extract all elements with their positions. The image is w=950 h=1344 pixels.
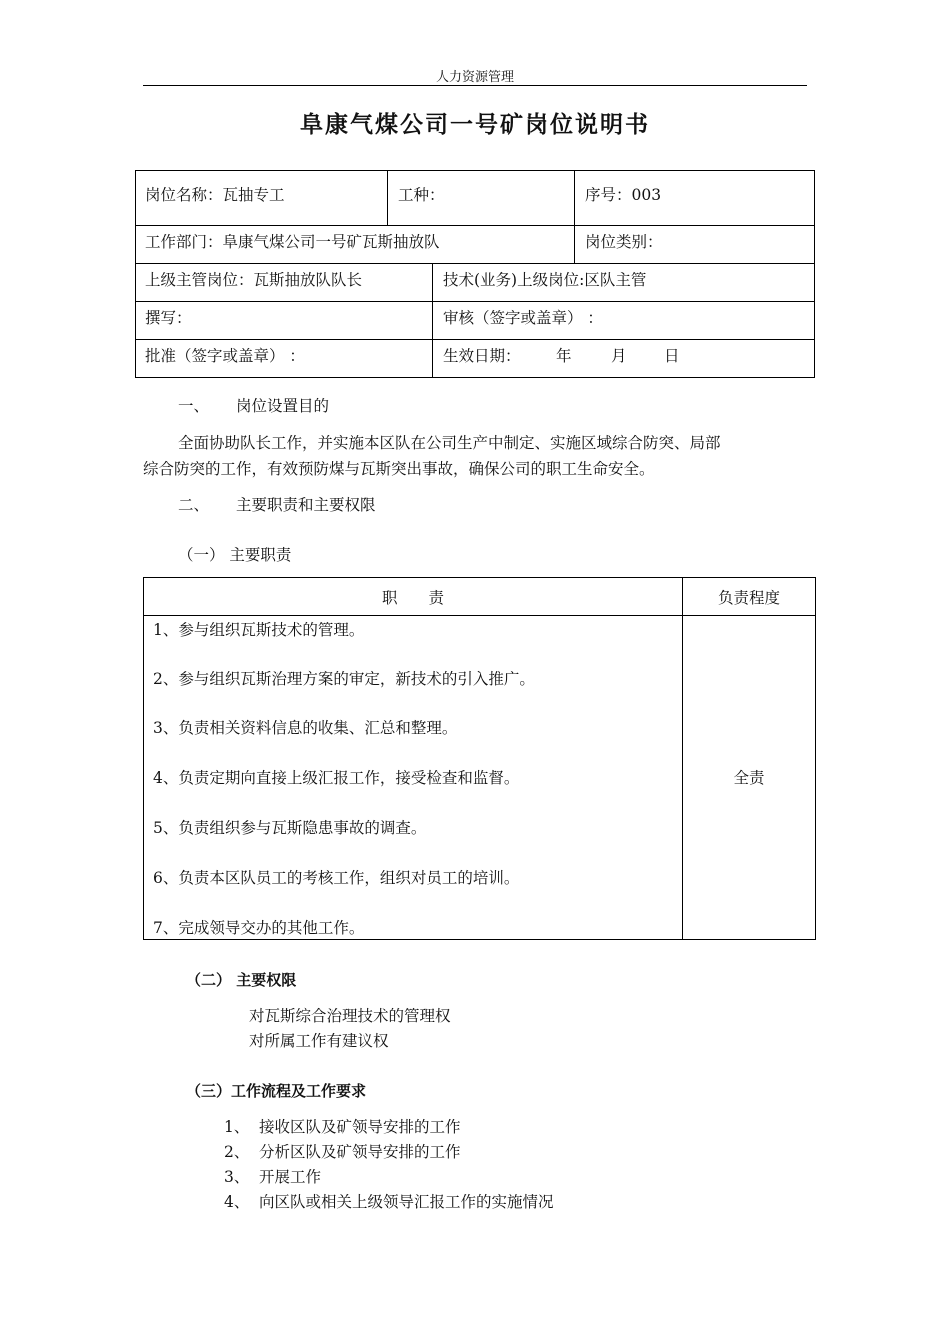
table-rule <box>136 339 814 340</box>
duty-item: 2、参与组织瓦斯治理方案的审定，新技术的引入推广。 <box>153 670 535 688</box>
purpose-paragraph-line: 全面协助队长工作，并实施本区队在公司生产中制定、实施区域综合防突、局部 <box>178 434 721 452</box>
workflow-item-number: 3、 <box>224 1168 250 1186</box>
section-heading: 岗位设置目的 <box>236 397 330 415</box>
table-rule <box>136 225 814 226</box>
duties-table <box>143 577 816 940</box>
duty-item: 6、负责本区队员工的考核工作，组织对员工的培训。 <box>153 869 520 887</box>
subsection-heading: （一） 主要职责 <box>178 546 292 564</box>
table-rule <box>136 301 814 302</box>
position-info-table <box>135 170 815 378</box>
duty-item: 3、负责相关资料信息的收集、汇总和整理。 <box>153 719 458 737</box>
column-header-degree: 负责程度 <box>717 589 780 607</box>
section-number: 二、 <box>178 496 210 514</box>
author-field: 撰写： <box>145 309 192 327</box>
workflow-item: 分析区队及矿领导安排的工作 <box>259 1143 461 1161</box>
workflow-item: 向区队或相关上级领导汇报工作的实施情况 <box>259 1193 554 1211</box>
page-header: 人力资源管理 <box>435 70 514 85</box>
position-name: 岗位名称：瓦抽专工 <box>145 186 285 204</box>
effective-date-label: 生效日期： <box>443 347 521 365</box>
effective-month: 月 <box>611 347 627 365</box>
reviewer-field: 审核（签字或盖章） ： <box>443 309 603 327</box>
authority-item: 对所属工作有建议权 <box>249 1032 389 1050</box>
subsection-heading: （三）工作流程及工作要求 <box>186 1082 367 1100</box>
column-header-duty: 职 责 <box>381 589 444 607</box>
table-rule <box>432 263 433 377</box>
responsibility-degree: 全责 <box>733 769 765 787</box>
effective-year: 年 <box>556 347 572 365</box>
authority-item: 对瓦斯综合治理技术的管理权 <box>249 1007 451 1025</box>
document-title: 阜康气煤公司一号矿岗位说明书 <box>300 111 650 138</box>
purpose-paragraph-line: 综合防突的工作，有效预防煤与瓦斯突出事故，确保公司的职工生命安全。 <box>143 460 655 478</box>
table-rule <box>136 263 814 264</box>
duty-item: 5、负责组织参与瓦斯隐患事故的调查。 <box>153 819 427 837</box>
supervisor-position: 上级主管岗位：瓦斯抽放队队长 <box>145 271 363 289</box>
table-rule <box>682 578 683 939</box>
section-heading: 主要职责和主要权限 <box>236 496 376 514</box>
table-rule <box>144 615 815 616</box>
serial-number: 序号：003 <box>585 186 662 204</box>
subsection-heading: （二） 主要权限 <box>186 971 297 989</box>
table-rule <box>387 171 388 225</box>
workflow-item: 开展工作 <box>259 1168 322 1186</box>
workflow-item: 接收区队及矿领导安排的工作 <box>259 1118 461 1136</box>
position-category: 岗位类别： <box>585 233 663 251</box>
section-number: 一、 <box>178 397 210 415</box>
department: 工作部门：阜康气煤公司一号矿瓦斯抽放队 <box>145 233 440 251</box>
duty-item: 4、负责定期向直接上级汇报工作，接受检查和监督。 <box>153 769 520 787</box>
workflow-item-number: 1、 <box>224 1118 250 1136</box>
job-type: 工种： <box>398 186 445 204</box>
duty-item: 1、参与组织瓦斯技术的管理。 <box>153 621 365 639</box>
workflow-item-number: 2、 <box>224 1143 250 1161</box>
approver-field: 批准（签字或盖章） ： <box>145 347 305 365</box>
header-divider <box>143 85 807 86</box>
tech-supervisor-position: 技术(业务)上级岗位:区队主管 <box>443 271 647 289</box>
duty-item: 7、完成领导交办的其他工作。 <box>153 919 365 937</box>
effective-day: 日 <box>664 347 680 365</box>
table-rule <box>574 171 575 263</box>
workflow-item-number: 4、 <box>224 1193 250 1211</box>
